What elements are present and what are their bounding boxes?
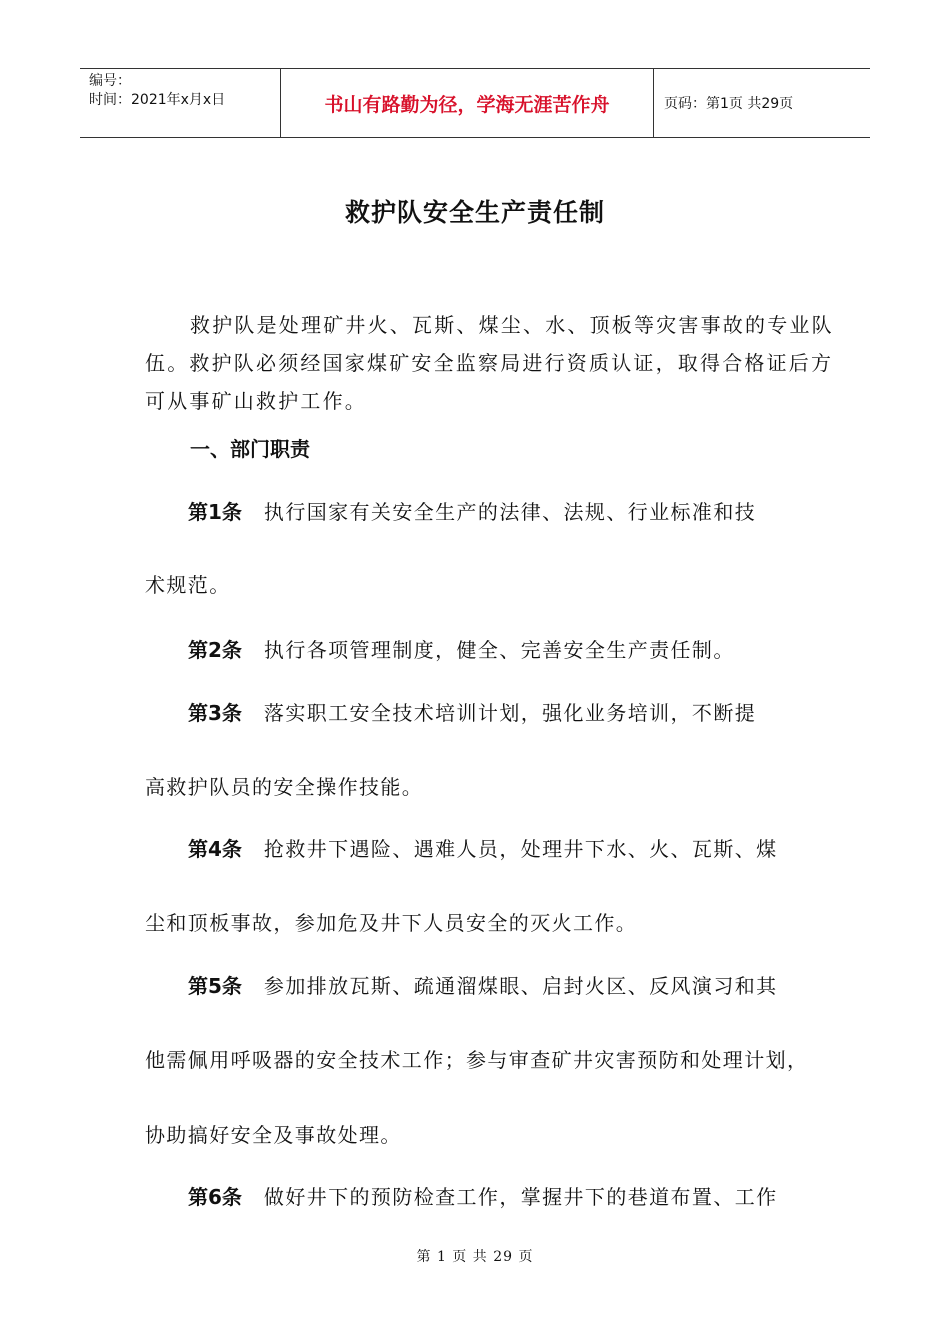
article-line: [145, 970, 778, 999]
article-text: 落实职工安全技术培训计划，强化业务培训，不断提: [263, 701, 757, 725]
article-continuation: 协助搞好安全及事故处理。: [145, 1123, 402, 1147]
article-continuation: 他需佩用呼吸器的安全技术工作；参与审查矿井灾害预防和处理计划，: [145, 1048, 809, 1072]
intro-paragraph: 救护队是处理矿井火、瓦斯、煤尘、水、顶板等灾害事故的专业队伍。救护队必须经国家煤矿安全监察局进行资质认证，取得合格证后方可从事矿山救护工作。: [145, 313, 834, 413]
article-text: 参加排放瓦斯、疏通溜煤眼、启封火区、反风演习和其: [263, 974, 778, 998]
article-text: 执行国家有关安全生产的法律、法规、行业标准和技: [263, 500, 757, 524]
motto-text: 书山有路勤为径，学海无涯苦作舟: [324, 93, 610, 116]
article-number: 第4条: [188, 837, 242, 861]
header-meta-cell: [80, 69, 281, 137]
article-text: 做好井下的预防检查工作，掌握井下的巷道布置、工作: [263, 1185, 778, 1209]
article-number: 第1条: [188, 500, 242, 524]
article-line: [145, 634, 735, 663]
number-label: 编号：: [89, 73, 131, 89]
document-title: 救护队安全生产责任制: [344, 198, 605, 227]
article-continuation: 术规范。: [145, 573, 231, 597]
article-line: [145, 833, 778, 862]
header-motto-cell: [281, 69, 654, 137]
article-line: [145, 1181, 778, 1210]
section-heading: 一、部门职责: [190, 437, 310, 461]
article-continuation: 高救护队员的安全操作技能。: [145, 775, 424, 799]
page-footer: 第 1 页 共 29 页: [416, 1249, 534, 1265]
page-info: 页码：第1页 共29页: [664, 96, 794, 112]
article-number: 第2条: [188, 638, 242, 662]
header-page-cell: [654, 69, 870, 137]
article-continuation: 尘和顶板事故，参加危及井下人员安全的灭火工作。: [145, 911, 638, 935]
article-number: 第6条: [188, 1185, 242, 1209]
article-text: 执行各项管理制度，健全、完善安全生产责任制。: [263, 638, 735, 662]
article-number: 第3条: [188, 701, 242, 725]
time-label: 时间：2021年x月x日: [89, 92, 226, 108]
article-line: [145, 496, 756, 525]
article-text: 抢救井下遇险、遇难人员，处理井下水、火、瓦斯、煤: [263, 837, 778, 861]
article-line: [145, 697, 756, 726]
document-header: [80, 68, 870, 138]
article-number: 第5条: [188, 974, 242, 998]
